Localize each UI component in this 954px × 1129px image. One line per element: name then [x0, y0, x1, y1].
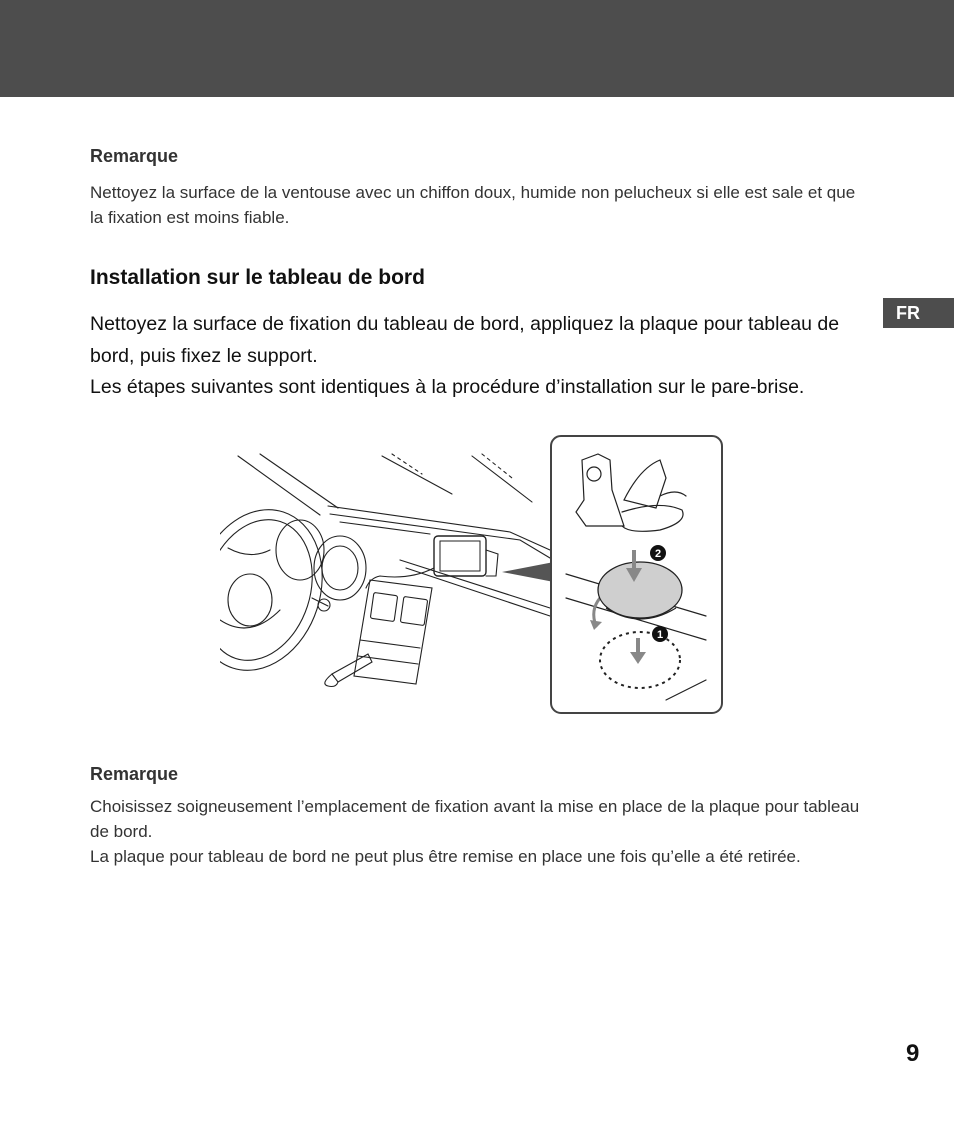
instruction-paragraph: Nettoyez la surface de fixation du tableau de bord, appliquez la plaque pour tableau de bord, puis fixez le support.	[90, 313, 840, 367]
instruction-paragraph-2: Les étapes suivantes sont identiques à la procédure d’installation sur le pare-brise.	[90, 376, 805, 398]
note-text-3: La plaque pour tableau de bord ne peut plus être remise en place une fois qu’elle a été retirée.	[90, 847, 801, 866]
note-text: Nettoyez la surface de la ventouse avec un chiffon doux, humide non pelucheux si elle est sale et que la fixation est moins fiable.	[90, 183, 856, 227]
note-heading-2: Remarque	[90, 764, 179, 784]
language-tab: FR	[883, 298, 954, 328]
step-1-label: 1	[656, 629, 664, 641]
note-text-2: Choisissez soigneusement l’emplacement de fixation avant la mise en place de la plaque pour tableau de bord.	[90, 797, 860, 841]
header-band	[0, 0, 954, 97]
installation-illustration	[220, 430, 730, 720]
step-2-label: 2	[654, 548, 662, 560]
note-heading: Remarque	[90, 146, 179, 166]
section-title: Installation sur le tableau de bord	[90, 266, 425, 289]
callout-pointer	[502, 562, 554, 582]
dashboard-drawing	[220, 454, 550, 687]
page-number: 9	[906, 1040, 920, 1067]
